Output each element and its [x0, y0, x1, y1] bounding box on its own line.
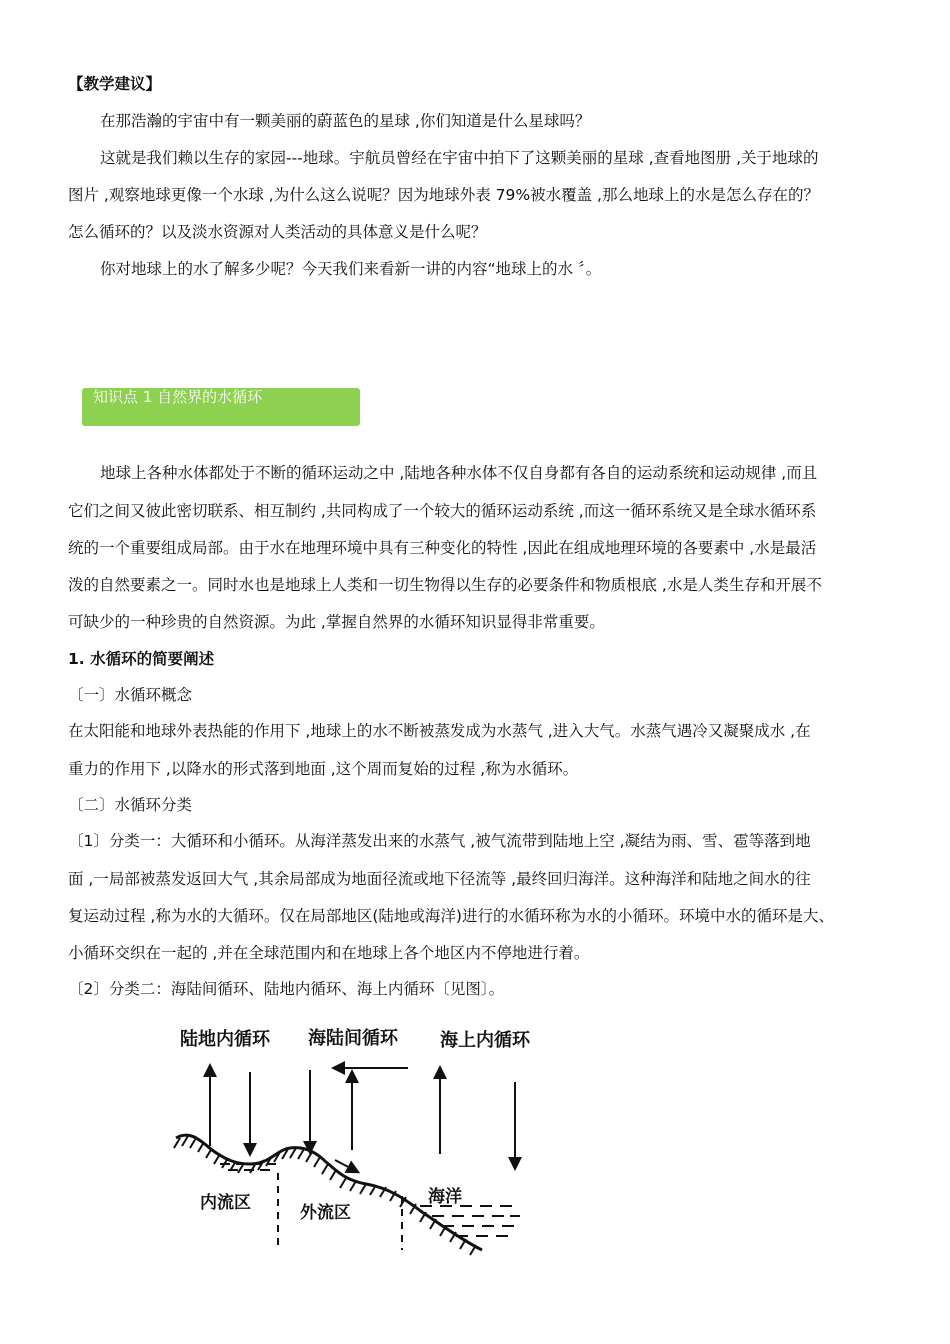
subsection-2-title: 〔二〕水循环分类 — [68, 796, 193, 814]
intro-line-3: 图片 ,观察地球更像一个水球 ,为什么这么说呢？因为地球外表 79%被水覆盖 ,那么地球上的水是怎么存在的？ — [68, 186, 819, 204]
concept-line-1: 在太阳能和地球外表热能的作用下 ,地球上的水不断被蒸发成为水蒸气 ,进入大气。水蒸气遇冷又凝聚成水 ,在 — [68, 722, 811, 740]
subsection-1-title: 〔一〕水循环概念 — [68, 686, 193, 704]
body-line-4: 泼的自然要素之一。同时水也是地球上人类和一切生物得以生存的必要条件和物质根底 ,水是人类生存和开展不 — [68, 576, 822, 594]
class1-line-1: 〔1〕分类一：大循环和小循环。从海洋蒸发出来的水蒸气 ,被气流带到陆地上空 ,凝结为雨、雪、雹等落到地 — [68, 832, 811, 850]
body-line-5: 可缺少的一种珍贵的自然资源。为此 ,掌握自然界的水循环知识显得非常重要。 — [68, 613, 605, 631]
class1-line-3: 复运动过程 ,称为水的大循环。仅在局部地区(陆地或海洋)进行的水循环称为水的小循环。环境中水的循环是大、 — [68, 907, 834, 925]
outflow-area-label: 外流区 — [300, 1203, 351, 1223]
runoff-arrow — [335, 1160, 354, 1170]
sea-land-cycle-label: 海陆间循环 — [308, 1028, 398, 1049]
ocean-cycle-label: 海上内循环 — [440, 1030, 530, 1051]
body-line-1: 地球上各种水体都处于不断的循环运动之中 ,陆地各种水体不仅自身都有各自的运动系统和运动规律 ,而且 — [100, 464, 818, 482]
intro-line-1: 在那浩瀚的宇宙中有一颗美丽的蔚蓝色的星球 ,你们知道是什么星球吗？ — [100, 112, 591, 130]
teaching-suggestion-heading: 【教学建议】 — [68, 75, 162, 93]
class1-line-2: 面 ,一局部被蒸发返回大气 ,其余局部成为地面径流或地下径流等 ,最终回归海洋。这种海洋和陆地之间水的往 — [68, 870, 811, 888]
land-cycle-label: 陆地内循环 — [180, 1029, 270, 1050]
ocean-label: 海洋 — [428, 1187, 462, 1207]
body-line-2: 它们之间又彼此密切联系、相互制约 ,共同构成了一个较大的循环运动系统 ,而这一循环系统又是全球水循环系 — [68, 502, 817, 520]
intro-line-5: 你对地球上的水了解多少呢？今天我们来看新一讲的内容“地球上的水 〞。 — [100, 260, 602, 278]
section-1-title: 1. 水循环的简要阐述 — [68, 650, 215, 668]
knowledge-point-label: 知识点 1 自然界的水循环 — [93, 388, 263, 406]
class1-line-4: 小循环交织在一起的 ,并在全球范围内和在地球上各个地区内不停地进行着。 — [68, 944, 590, 962]
inland-area-label: 内流区 — [200, 1193, 251, 1213]
class2-line: 〔2〕分类二：海陆间循环、陆地内循环、海上内循环〔见图〕。 — [68, 980, 505, 998]
concept-line-2: 重力的作用下 ,以降水的形式落到地面 ,这个周而复始的过程 ,称为水循环。 — [68, 760, 579, 778]
intro-line-4: 怎么循环的？以及淡水资源对人类活动的具体意义是什么呢？ — [68, 223, 487, 241]
body-line-3: 统的一个重要组成局部。由于水在地理环境中具有三种变化的特性 ,因此在组成地理环境的各要素中 ,水是最活 — [68, 539, 817, 557]
water-cycle-diagram — [170, 1018, 552, 1264]
intro-line-2: 这就是我们赖以生存的家园---地球。宇航员曾经在宇宙中拍下了这颗美丽的星球 ,查看地图册 ,关于地球的 — [100, 149, 819, 167]
knowledge-point-badge — [82, 388, 360, 426]
